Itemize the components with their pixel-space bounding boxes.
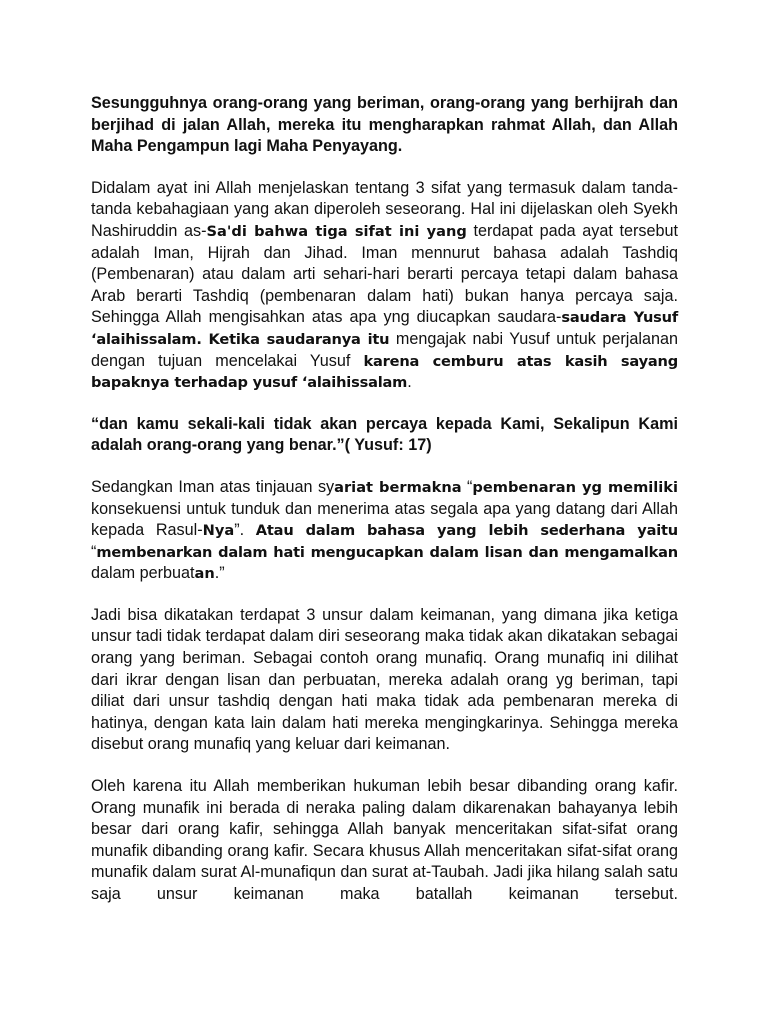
- text-run: Oleh karena itu Allah memberikan hukuman lebih besar dibanding orang kafir. Orang munafik ini berada di neraka paling dalam dikarenakan bahayanya lebih besar dari orang kafir, sehingga Allah banyak menceritakan sifat-sifat orang munafik dibanding orang kafir. Secara khusus Allah menceritakan sifat-sifat orang munafik dalam surat Al-munafiqun dan surat at-Taubah. Jadi jika hilang salah satu saja unsur keimanan maka batallah keimanan tersebut.: [91, 777, 678, 903]
- paragraph-munafiq-punishment: [91, 776, 678, 906]
- text-run: Sedangkan Iman atas tinjauan sy: [91, 477, 335, 496]
- text-run: dalam perbuat: [91, 564, 195, 583]
- text-run-bold: saudara Yusuf ‘alaihissalam. Ketika saudaranya itu: [91, 309, 678, 348]
- text-run: ”.: [234, 521, 256, 540]
- text-run-bold: karena cemburu atas kasih sayang bapaknya terhadap yusuf ‘alaihissalam: [91, 352, 678, 392]
- text-run-bold: ariat bermakna: [334, 478, 462, 496]
- text-run: terdapat pada ayat tersebut adalah Iman, Hijrah dan Jihad. Iman mennurut bahasa adalah Tashdiq (Pembenaran) atau dalam arti sehari-hari berarti percaya tetapi dalam bahasa Arab berarti Tashdiq (pembenaran dalam hati) bukan hanya percaya saja. Sehingga Allah mengisahkan atas apa yng diucapkan saudara-: [91, 221, 678, 327]
- document-body: [91, 93, 678, 926]
- paragraph-iman-definition: [91, 477, 678, 585]
- text-run-bold: an: [194, 565, 215, 583]
- text-run: Sesungguhnya orang-orang yang beriman, orang-orang yang berhijrah dan berjihad di jalan Allah, mereka itu mengharapkan rahmat Allah, dan Allah Maha Pengampun lagi Maha Penyayang.: [91, 94, 678, 156]
- text-run-bold: Sa'di bahwa tiga sifat ini yang: [206, 222, 467, 240]
- text-run-bold: Atau dalam bahasa yang lebih sederhana yaitu: [255, 522, 678, 540]
- text-run: Didalam ayat ini Allah menjelaskan tentang 3 sifat yang termasuk dalam tanda-tanda kebahagiaan yang akan diperoleh seseorang. Hal ini dijelaskan oleh Syekh Nashiruddin as-: [91, 178, 678, 240]
- text-run-bold: pembenaran yg memiliki: [472, 478, 678, 496]
- text-run: “: [461, 477, 473, 496]
- text-run: .: [407, 373, 412, 392]
- text-run: “: [91, 542, 97, 561]
- text-run: “dan kamu sekali-kali tidak akan percaya kepada Kami, Sekalipun Kami adalah orang-orang yang benar.”( Yusuf: 17): [91, 414, 678, 455]
- paragraph-verse-translation: [91, 93, 678, 158]
- paragraph-three-elements: [91, 605, 678, 756]
- text-run: .”: [214, 564, 225, 583]
- text-run: Jadi bisa dikatakan terdapat 3 unsur dalam keimanan, yang dimana jika ketiga unsur tadi tidak terdapat dalam diri seseorang maka tidak akan dikatakan sebagai orang yang beriman. Sebagai contoh orang munafiq. Orang munafiq ini dilihat dari ikrar dengan lisan dan perbuatan, mereka adalah orang yg beriman, tapi diliat dari unsur tashdiq dengan hati maka tidak ada pembenaran mereka di hatinya, dengan kata lain dalam hati mereka mengingkarinya. Sehingga mereka disebut orang munafiq yang keluar dari keimanan.: [91, 605, 678, 754]
- text-run: mengajak nabi Yusuf untuk perjalanan dengan tujuan mencelakai Yusuf: [91, 329, 678, 370]
- text-run-bold: membenarkan dalam hati mengucapkan dalam lisan dan mengamalkan: [96, 543, 678, 561]
- text-run: konsekuensi untuk tunduk dan menerima atas segala apa yang datang dari Allah kepada Rasul-: [91, 499, 678, 540]
- text-run-bold: Nya: [202, 522, 235, 540]
- paragraph-explanation: [91, 178, 678, 394]
- paragraph-quote: [91, 414, 678, 457]
